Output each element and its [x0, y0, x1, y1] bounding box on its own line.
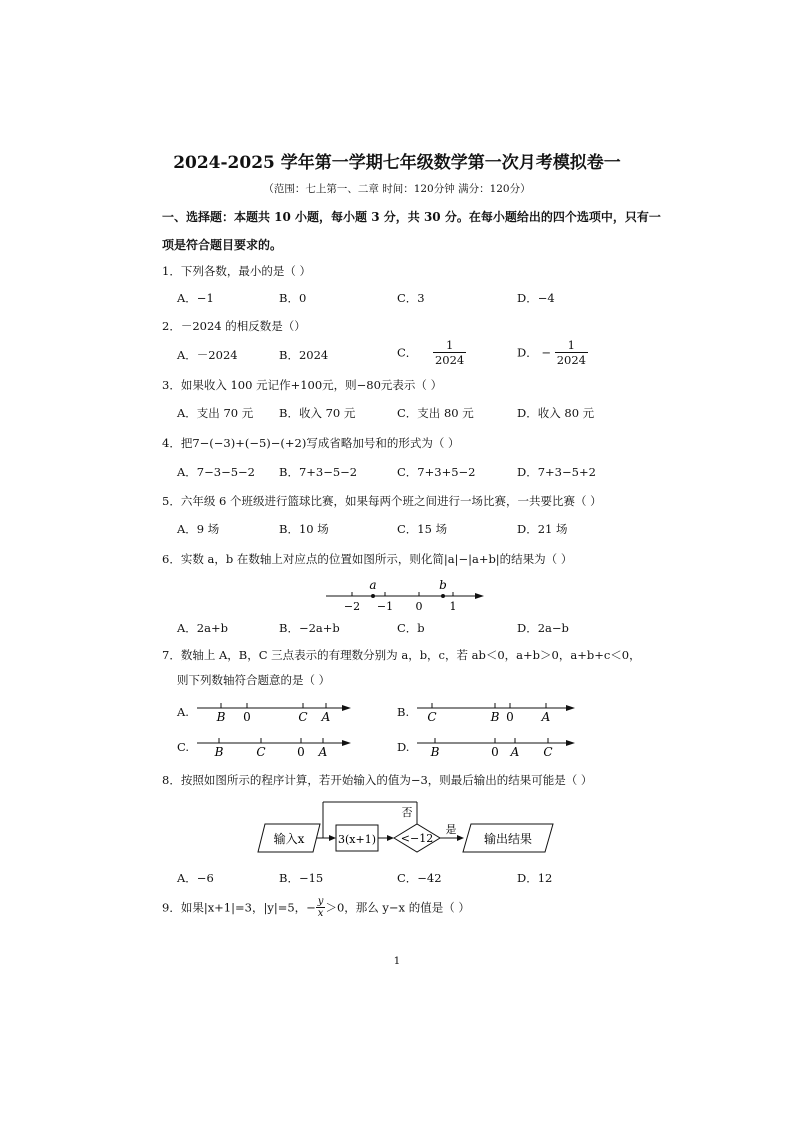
q7-option-a-label: A. — [177, 705, 189, 719]
flow-input-label: 输入x — [273, 832, 305, 846]
q2-option-b: B．2024 — [279, 348, 329, 362]
q6-option-b: B．−2a+b — [279, 621, 340, 635]
q2-option-c — [397, 338, 466, 367]
question-9-stem — [162, 896, 470, 919]
q9-stem-part1: 9．如果|x+1|=3，|y|=5，− — [162, 900, 316, 915]
q6-option-a: A．2a+b — [177, 621, 228, 635]
q7-option-b-label: B. — [397, 705, 410, 719]
tick-label: 0 — [415, 600, 423, 613]
q6-option-d: D．2a−b — [517, 621, 569, 635]
q7-option-a-number-line — [195, 700, 355, 726]
fraction-numerator: 1 — [555, 338, 588, 353]
fraction-numerator: 1 — [433, 338, 466, 353]
fraction-denominator: 2024 — [434, 353, 465, 367]
q2-option-d-fraction — [555, 338, 588, 367]
flow-output-label: 输出结果 — [483, 832, 533, 846]
q6-number-line — [320, 576, 490, 614]
tick-label-c: C — [256, 745, 266, 759]
question-6-stem: 6．实数 a，b 在数轴上对应点的位置如图所示，则化简|a|−|a+b|的结果为（ ） — [162, 552, 573, 566]
tick-label: −1 — [376, 600, 394, 613]
tick-label: −2 — [343, 600, 361, 613]
q1-option-d: D．−4 — [517, 291, 555, 305]
q2-option-c-fraction — [433, 338, 466, 367]
tick-label-b: B — [490, 710, 500, 724]
point-a-label: a — [369, 578, 377, 592]
q9-stem-part2: ＞0，那么 y−x 的值是（ ） — [325, 900, 470, 915]
tick-label-b: B — [216, 710, 226, 724]
q8-option-a: A．−6 — [177, 871, 214, 885]
question-7-stem: 7．数轴上 A，B，C 三点表示的有理数分别为 a，b，c，若 ab＜0，a+b＞0，a+b+c＜0， — [162, 648, 641, 662]
q9-fraction — [316, 896, 326, 919]
q8-option-c: C．−42 — [397, 871, 442, 885]
tick-label-a: A — [321, 710, 331, 724]
q2-option-d-sign: − — [541, 345, 552, 360]
tick-label: 1 — [449, 600, 457, 613]
fraction-denominator: 2024 — [556, 353, 586, 367]
tick-label-zero: 0 — [243, 710, 251, 724]
tick-label-c: C — [427, 710, 437, 724]
q6-option-c: C．b — [397, 621, 425, 635]
q3-option-a: A．支出 70 元 — [177, 406, 254, 420]
q3-option-d: D．收入 80 元 — [517, 406, 595, 420]
flow-decision-label: <−12 — [400, 832, 434, 845]
q5-option-d: D．21 场 — [517, 522, 568, 536]
q5-option-c: C．15 场 — [397, 522, 448, 536]
question-3-stem: 3．如果收入 100 元记作+100元，则−80元表示（ ） — [162, 378, 443, 392]
point-b-label: b — [439, 578, 447, 592]
q3-option-c: C．支出 80 元 — [397, 406, 474, 420]
section-heading-cont: 项是符合题目要求的。 — [162, 238, 283, 252]
q4-option-a: A．7−3−5−2 — [177, 465, 255, 479]
q8-option-d: D．12 — [517, 871, 553, 885]
question-7-stem-cont: 则下列数轴符合题意的是（ ） — [177, 673, 331, 687]
q2-option-a: A．－2024 — [177, 348, 238, 362]
q4-option-b: B．7+3−5−2 — [279, 465, 358, 479]
tick-label-c: C — [543, 745, 553, 759]
tick-label-a: A — [318, 745, 328, 759]
q7-option-d-label: D. — [397, 740, 410, 754]
question-4-stem: 4．把7−(−3)+(−5)−(+2)写成省略加号和的形式为（ ） — [162, 436, 460, 450]
q8-flowchart — [255, 798, 560, 860]
q4-option-d: D．7+3−5+2 — [517, 465, 596, 479]
point-b — [441, 594, 445, 598]
q1-option-b: B．0 — [279, 291, 307, 305]
tick-label-zero: 0 — [506, 710, 514, 724]
tick-label-b: B — [430, 745, 440, 759]
question-5-stem: 5．六年级 6 个班级进行篮球比赛，如果每两个班之间进行一场比赛，一共要比赛（ ） — [162, 494, 602, 508]
flow-yes-label: 是 — [445, 823, 457, 836]
q7-option-c-label: C. — [177, 740, 190, 754]
q7-option-b-number-line — [415, 700, 580, 726]
q2-option-d — [517, 338, 588, 367]
q8-option-b: B．−15 — [279, 871, 324, 885]
fraction-numerator: y — [317, 896, 324, 907]
tick-label-zero: 0 — [491, 745, 499, 759]
q2-option-c-label: C． — [397, 345, 418, 360]
q5-option-b: B．10 场 — [279, 522, 329, 536]
q4-option-c: C．7+3+5−2 — [397, 465, 476, 479]
fraction-denominator: x — [317, 908, 324, 919]
tick-label-a: A — [541, 710, 551, 724]
question-1-stem: 1．下列各数，最小的是（ ） — [162, 264, 311, 278]
q3-option-b: B．收入 70 元 — [279, 406, 356, 420]
exam-info: （范围：七上第一、二章 时间：120分钟 满分：120分） — [263, 183, 531, 195]
flow-no-label: 否 — [401, 806, 413, 819]
question-8-stem: 8．按照如图所示的程序计算，若开始输入的值为−3，则最后输出的结果可能是（ ） — [162, 773, 593, 787]
q7-option-d-number-line — [415, 735, 580, 761]
q7-option-c-number-line — [195, 735, 355, 761]
flow-process-label: 3(x+1) — [337, 833, 377, 846]
tick-label-a: A — [510, 745, 520, 759]
tick-label-zero: 0 — [297, 745, 305, 759]
tick-label-c: C — [298, 710, 308, 724]
q1-option-a: A．−1 — [177, 291, 214, 305]
page-title: 2024-2025 学年第一学期七年级数学第一次月考模拟卷一 — [173, 153, 621, 173]
q2-option-d-label: D． — [517, 345, 538, 360]
tick-label-b: B — [214, 745, 224, 759]
question-2-stem: 2．－2024 的相反数是（） — [162, 319, 306, 333]
point-a — [371, 594, 375, 598]
q5-option-a: A．9 场 — [177, 522, 220, 536]
q1-option-c: C．3 — [397, 291, 425, 305]
page-number: 1 — [393, 955, 401, 967]
section-heading: 一、选择题：本题共 10 小题，每小题 3 分，共 30 分。在每小题给出的四个选项中，只有一 — [162, 210, 661, 224]
